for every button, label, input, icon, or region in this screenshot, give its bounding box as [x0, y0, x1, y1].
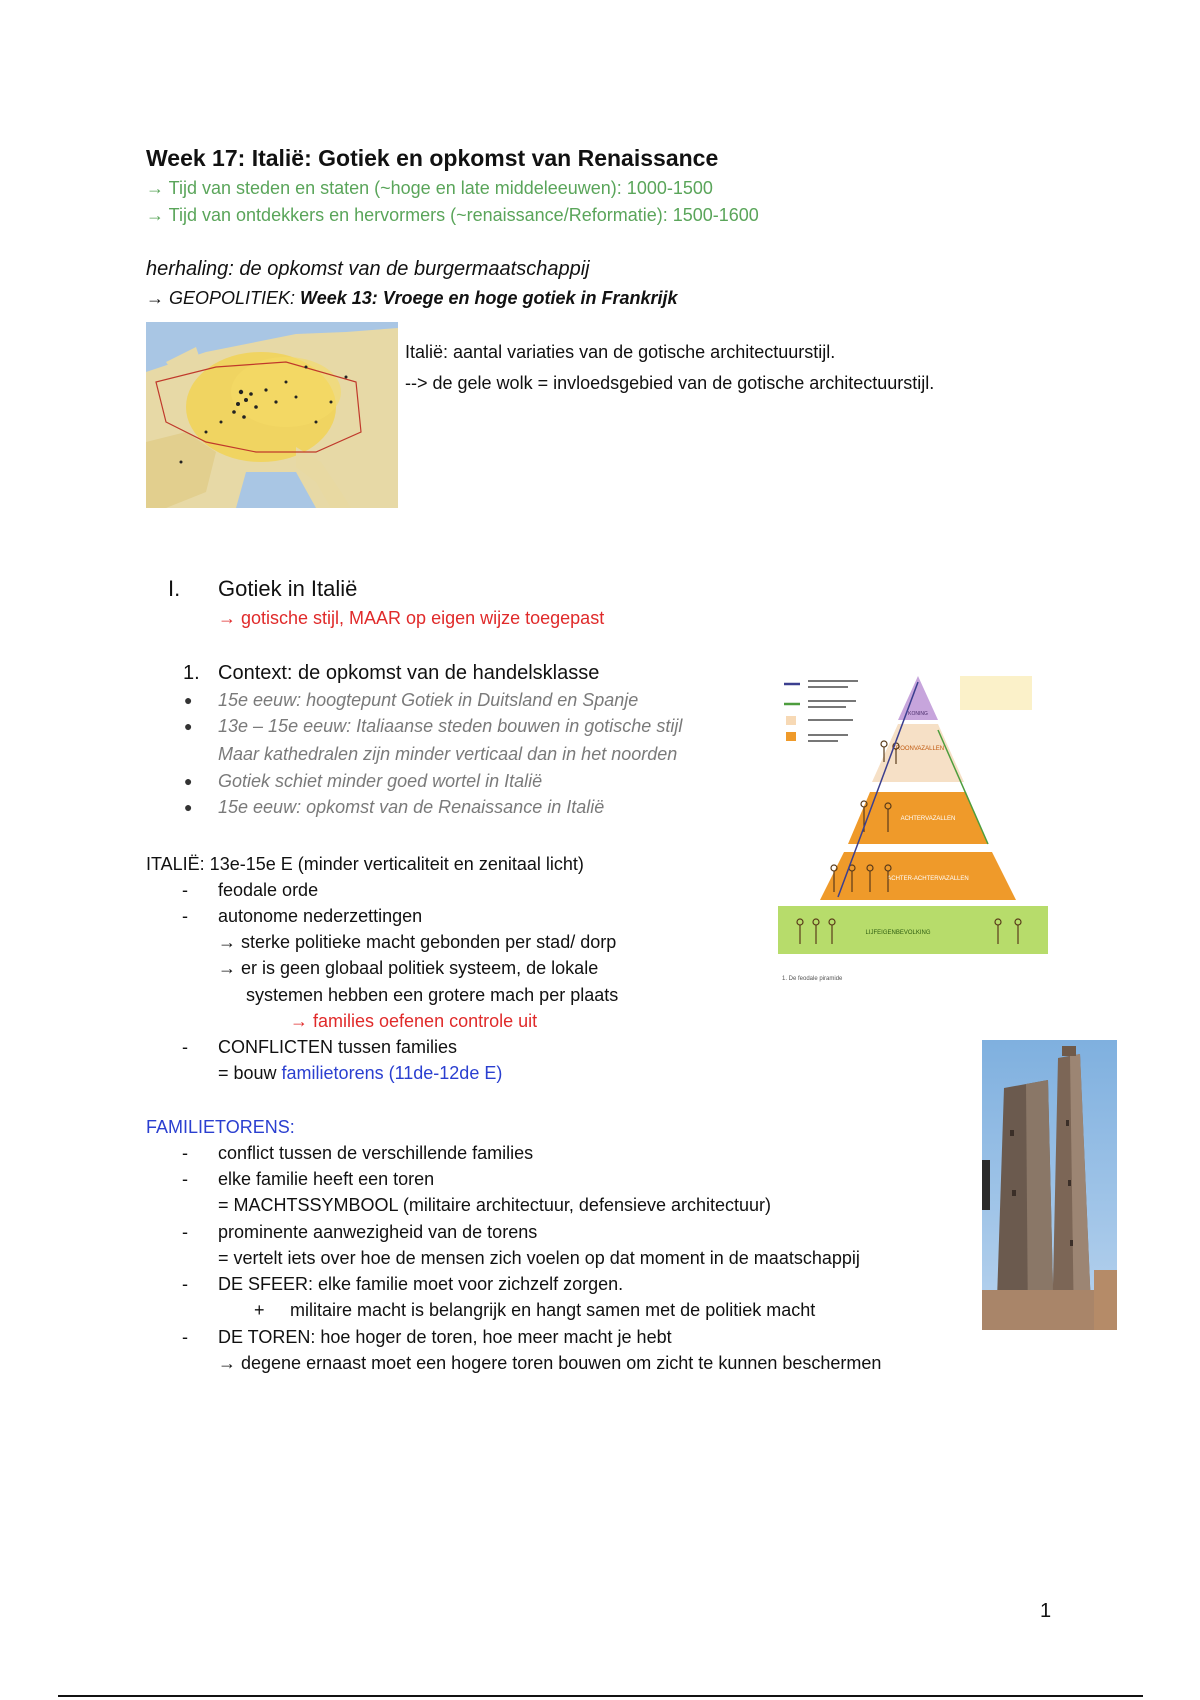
- page-title: Week 17: Italië: Gotiek en opkomst van Renaissance: [146, 145, 719, 171]
- context-bullet-4: 15e eeuw: opkomst van de Renaissance in Italië: [218, 797, 605, 817]
- pyramid-diagram: [778, 672, 1058, 990]
- recap-link-line: [146, 288, 678, 309]
- familietorens-item-4: DE SFEER: elke familie moet voor zichzelf zorgen.: [218, 1274, 624, 1294]
- dash-icon: -: [182, 906, 188, 926]
- dash-icon: -: [182, 1274, 188, 1294]
- bologna-towers-image: [982, 1040, 1117, 1330]
- context-heading: Context: de opkomst van de handelsklasse: [218, 662, 600, 684]
- period-line-1: → Tijd van steden en staten (~hoge en late middeleeuwen): 1000-1500: [146, 178, 713, 198]
- recap-prefix: → GEOPOLITIEK:: [146, 288, 301, 308]
- recap-line: herhaling: de opkomst van de burgermaatschappij: [146, 258, 590, 280]
- section-subline: → gotische stijl, MAAR op eigen wijze toegepast: [218, 608, 605, 628]
- familietorens-item-3: prominente aanwezigheid van de torens: [218, 1222, 538, 1242]
- familietorens-heading: FAMILIETORENS:: [146, 1117, 295, 1137]
- dash-icon: -: [182, 1222, 188, 1242]
- familietorens-link[interactable]: familietorens (11de-12de E): [281, 1063, 503, 1083]
- familietorens-item-4-sub: militaire macht is belangrijk en hangt samen met de politiek macht: [290, 1300, 816, 1320]
- familietorens-item-5: DE TOREN: hoe hoger de toren, hoe meer macht je hebt: [218, 1327, 672, 1347]
- italie-heading: ITALIË: 13e-15e E (minder verticaliteit en zenitaal licht): [146, 854, 584, 874]
- pyramid-level-4: ACHTER-ACHTERVAZALLEN: [887, 876, 969, 882]
- feudal-pyramid-image: [778, 672, 1058, 990]
- section-numeral: I.: [168, 576, 181, 601]
- dash-icon: -: [182, 1037, 188, 1057]
- italie-item-3: CONFLICTEN tussen families: [218, 1037, 458, 1057]
- italie-item-2-sub-1: → sterke politieke macht gebonden per stad/ dorp: [218, 932, 617, 952]
- pyramid-caption: 1. De feodale piramide: [782, 976, 843, 982]
- bullet-icon: ●: [184, 773, 193, 789]
- pyramid-level-5: LIJFEIGENBEVOLKING: [865, 930, 931, 936]
- context-bullet-2: 13e – 15e eeuw: Italiaanse steden bouwen in gotische stijl: [218, 716, 683, 736]
- map-caption-line-1: Italië: aantal variaties van de gotische architectuurstijl.: [405, 342, 836, 362]
- bullet-icon: ●: [184, 718, 193, 734]
- context-bullet-1: 15e eeuw: hoogtepunt Gotiek in Duitsland en Spanje: [218, 690, 639, 710]
- legend: [784, 680, 858, 742]
- familietorens-item-5-sub: → degene ernaast moet een hogere toren bouwen om zicht te kunnen beschermen: [218, 1353, 882, 1373]
- section-heading: Gotiek in Italië: [218, 576, 358, 601]
- bottom-rule: [58, 1695, 1143, 1697]
- italie-item-3-sub-prefix: = bouw: [218, 1063, 282, 1083]
- bullet-icon: ●: [184, 799, 193, 815]
- period-line-2: → Tijd van ontdekkers en hervormers (~renaissance/Reformatie): 1500-1600: [146, 205, 759, 225]
- pyramid-level-2: KROONVAZALLEN: [891, 746, 945, 752]
- map-caption-line-2: --> de gele wolk = invloedsgebied van de gotische architectuurstijl.: [405, 373, 935, 393]
- context-bullet-3: Gotiek schiet minder goed wortel in Italië: [218, 771, 543, 791]
- italie-item-2-sub-3: → families oefenen controle uit: [290, 1011, 538, 1031]
- italie-item-1: feodale orde: [218, 880, 319, 900]
- familietorens-item-1: conflict tussen de verschillende families: [218, 1143, 534, 1163]
- dash-icon: -: [182, 1143, 188, 1163]
- italie-item-2-sub-2b: systemen hebben een grotere mach per plaats: [246, 985, 619, 1005]
- europe-map-icon: [146, 322, 398, 508]
- recap-link[interactable]: Week 13: Vroege en hoge gotiek in Frankrijk: [300, 288, 678, 308]
- context-number: 1.: [183, 662, 200, 684]
- pyramid-level-3: ACHTERVAZALLEN: [900, 816, 956, 822]
- page-number: 1: [1040, 1600, 1052, 1622]
- dash-icon: -: [182, 1327, 188, 1347]
- bullet-icon: ●: [184, 692, 193, 708]
- towers-photo-icon: [982, 1040, 1117, 1330]
- italie-item-2-sub-2a: → er is geen globaal politiek systeem, de lokale: [218, 958, 599, 978]
- dash-icon: -: [182, 880, 188, 900]
- familietorens-item-3-sub: = vertelt iets over hoe de mensen zich voelen op dat moment in de maatschappij: [218, 1248, 860, 1268]
- italie-item-2: autonome nederzettingen: [218, 906, 423, 926]
- pyramid-level-1: KONING: [908, 711, 928, 717]
- dash-icon: -: [182, 1169, 188, 1189]
- italie-item-3-sub: [218, 1063, 502, 1084]
- familietorens-item-2: elke familie heeft een toren: [218, 1169, 435, 1189]
- context-bullet-2-cont: Maar kathedralen zijn minder verticaal dan in het noorden: [218, 744, 678, 764]
- europe-gothic-map-image: [146, 322, 398, 508]
- plus-icon: +: [254, 1300, 265, 1320]
- familietorens-item-2-sub: = MACHTSSYMBOOL (militaire architectuur, defensieve architectuur): [218, 1195, 772, 1215]
